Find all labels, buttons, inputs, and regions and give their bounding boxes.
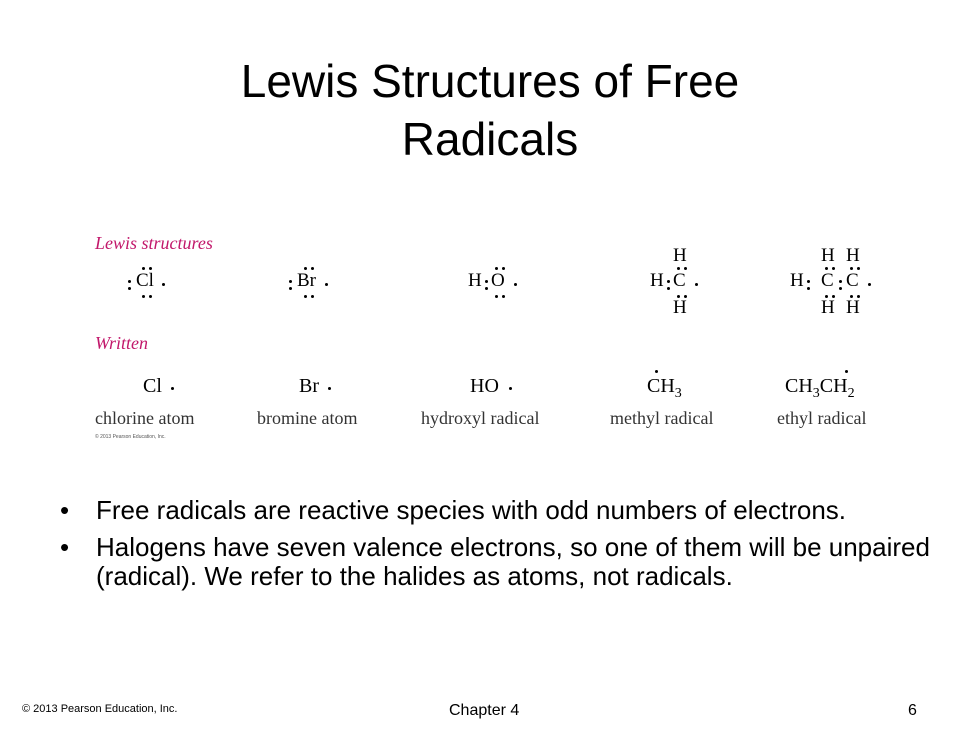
- bromine-symbol: Br: [297, 270, 316, 291]
- caption-chlorine: chlorine atom: [95, 408, 195, 428]
- caption-methyl: methyl radical: [610, 408, 714, 428]
- bullet-marker: •: [60, 532, 70, 562]
- ethyl-h-bottom-2: H: [846, 297, 860, 318]
- ethyl-c-2: C: [846, 270, 859, 291]
- footer-chapter: Chapter 4: [449, 702, 520, 719]
- methyl-h-bottom: H: [673, 297, 687, 318]
- slide-title: [0, 52, 980, 168]
- bullet-text: Free radicals are reactive species with odd numbers of electrons.: [96, 495, 847, 525]
- footer-page-number: 6: [908, 702, 917, 719]
- ethyl-c-1: C: [821, 270, 834, 291]
- ethyl-h-top-1: H: [821, 245, 835, 266]
- lewis-structures-label: Lewis structures: [95, 233, 213, 253]
- bullet-item: [60, 496, 940, 525]
- methyl-h-top: H: [673, 245, 687, 266]
- ethyl-h-top-2: H: [846, 245, 860, 266]
- chlorine-symbol: Cl: [136, 270, 154, 291]
- bullet-list: [60, 496, 940, 599]
- methyl-h-left: H: [650, 270, 664, 291]
- footer-copyright: © 2013 Pearson Education, Inc.: [22, 703, 178, 715]
- slide-title-line-1: Lewis Structures of Free: [240, 55, 740, 107]
- figure-copyright: © 2013 Pearson Education, Inc.: [95, 434, 166, 440]
- bullet-marker: •: [60, 495, 70, 525]
- caption-ethyl: ethyl radical: [777, 408, 867, 428]
- caption-bromine: bromine atom: [257, 408, 358, 428]
- bullet-text: Halogens have seven valence electrons, so one of them will be unpaired (radical). We refer to the halides as atoms, not radicals.: [96, 532, 930, 591]
- bullet-item: [60, 533, 940, 591]
- slide-title-line-2: Radicals: [401, 113, 579, 165]
- ethyl-h-left: H: [790, 270, 804, 291]
- hydroxyl-o-symbol: O: [491, 270, 505, 291]
- ethyl-h-bottom-1: H: [821, 297, 835, 318]
- hydroxyl-h-symbol: H: [468, 270, 482, 291]
- lewis-structures-figure: Lewis structures Cl Br H O H H C H H H H C C H H Written Cl Br HO $CH_3$ $CH_3CH_2$ chlorine atom bromine atom hydroxyl radical methyl radical ethyl radical © 2013 Pearson Education, Inc.: [0, 225, 980, 455]
- methyl-c: C: [673, 270, 686, 291]
- written-label: Written: [95, 333, 148, 353]
- caption-hydroxyl: hydroxyl radical: [421, 408, 540, 428]
